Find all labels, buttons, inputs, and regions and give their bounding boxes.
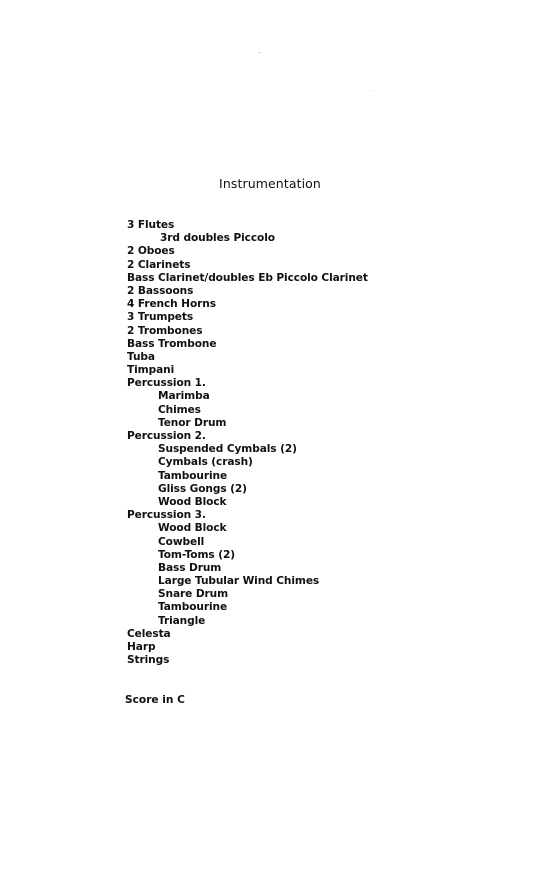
instrument-subitem: Cowbell [158,535,205,548]
instrument-item: 2 Clarinets [127,258,191,271]
instrument-subitem: Triangle [158,614,206,627]
instrument-item: 2 Bassoons [127,284,194,297]
instrument-subitem: Snare Drum [158,588,229,601]
instrument-subitem: 3rd doubles Piccolo [160,232,275,245]
instrument-subitem: Cymbals (crash) [158,456,253,469]
instrument-subitem: Wood Block [158,495,227,508]
instrument-subitem: Chimes [158,403,201,416]
instrument-item: Percussion 2. [127,430,206,442]
scan-speck [259,52,260,53]
instrument-list [127,219,368,667]
instrument-subitem: Tom-Toms (2) [158,548,235,561]
score-note: Score in C [125,694,185,706]
instrument-item: Celesta [127,627,171,640]
instrument-subitem: Tambourine [158,469,228,482]
instrument-subitem: Tambourine [158,601,228,614]
instrument-item: 4 French Horns [127,298,216,311]
instrument-item: 3 Flutes [127,219,175,231]
instrument-item: Percussion 1. [127,377,206,390]
instrument-subitem: Gliss Gongs (2) [158,482,247,495]
instrument-subitem: Bass Drum [158,561,222,574]
instrument-item: 3 Trumpets [127,311,194,324]
instrument-item: 2 Oboes [127,245,175,258]
instrument-subitem: Tenor Drum [158,416,227,429]
instrument-subitem: Suspended Cymbals (2) [158,443,297,456]
instrument-item: Tuba [127,350,155,363]
instrument-subitem: Large Tubular Wind Chimes [158,575,320,588]
instrument-subitem: Wood Block [158,522,227,535]
instrument-item: Harp [127,641,156,653]
scan-speck [373,90,374,91]
page-title: Instrumentation [219,176,321,191]
instrument-item: Bass Trombone [127,337,217,350]
instrument-item: Percussion 3. [127,509,206,522]
instrument-item: Bass Clarinet/doubles Eb Piccolo Clarinet [127,271,368,284]
instrument-item: Strings [127,654,170,667]
instrument-item: Timpani [127,364,175,377]
instrument-item: 2 Trombones [127,324,203,337]
instrument-subitem: Marimba [158,390,210,403]
